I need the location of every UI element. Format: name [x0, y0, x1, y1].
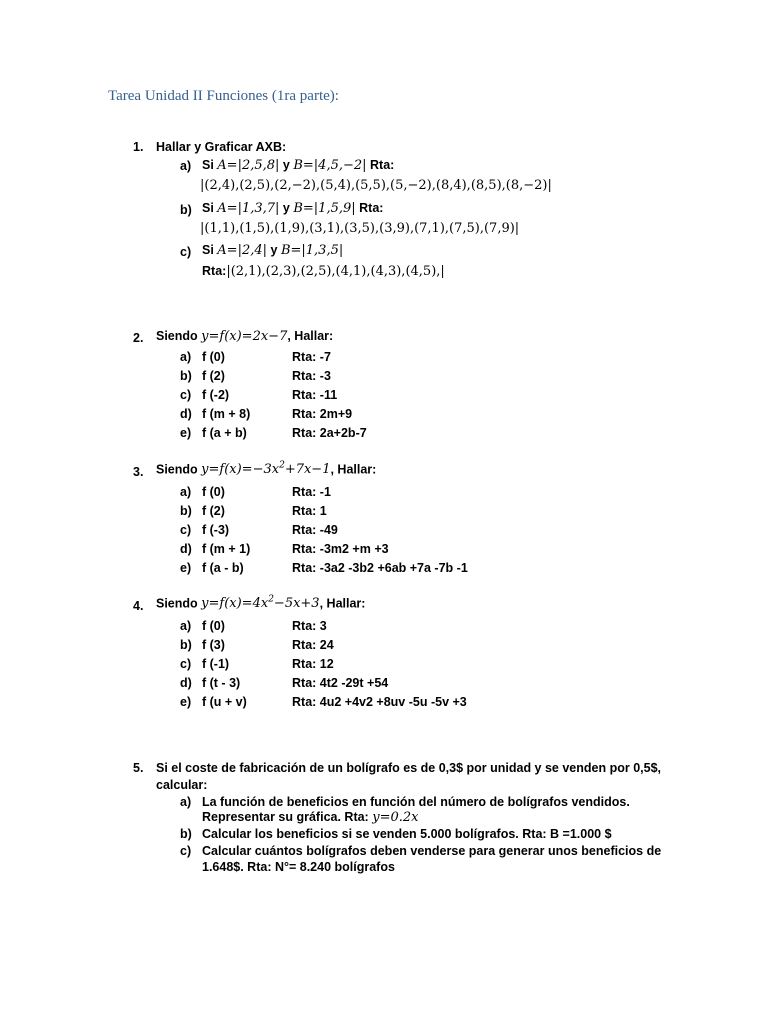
item-letter: a) — [180, 350, 192, 364]
item-answer: Rta: 3 — [292, 619, 327, 633]
item-answer: Rta: 4u2 +4v2 +8uv -5u -5v +3 — [292, 695, 467, 709]
item-answer: Rta: 24 — [292, 638, 334, 652]
problem-5b-letter: b) — [180, 827, 192, 841]
item-letter: e) — [180, 426, 192, 440]
item-answer: Rta: 4t2 -29t +54 — [292, 676, 389, 690]
function-expression: $y=f(x)=4x^2-5x+3$ — [201, 595, 320, 612]
problem-1c-answer: |(2,1),(2,3),(2,5),(4,1),(4,3),(4,5),| — [226, 264, 445, 279]
item-letter: c) — [180, 523, 192, 537]
item-answer: Rta: 1 — [292, 504, 327, 518]
item-answer: Rta: -49 — [292, 523, 338, 537]
set-a: A=|1,3,7| — [217, 201, 280, 216]
set-b: B=|1,5,9| — [293, 201, 356, 216]
problem-5-line-1: Si el coste de fabricación de un bolígrafo es de 0,3$ por unidad y se venden por 0,5$, — [156, 761, 662, 775]
problem-5a-letter: a) — [180, 795, 192, 809]
set-a: A=|2,4| — [217, 243, 268, 258]
set-a: A=|2,5,8| — [217, 158, 280, 173]
problem-3-heading: Siendo $y=f(x)=-3x^2+7x-1$, Hallar: — [156, 461, 377, 478]
item-question: f (3) — [202, 638, 225, 652]
problem-1-number: 1. — [133, 140, 144, 154]
function-expression: y=f(x)=2x−7 — [201, 329, 288, 344]
item-letter: b) — [180, 638, 192, 652]
item-question: f (a + b) — [202, 426, 247, 440]
item-answer: Rta: -11 — [292, 388, 338, 402]
item-answer: Rta: 12 — [292, 657, 334, 671]
problem-5a-line-1: La función de beneficios en función del número de bolígrafos vendidos. — [202, 795, 630, 809]
item-question: f (t - 3) — [202, 676, 241, 690]
function-expression: $y=f(x)=-3x^2+7x-1$ — [201, 461, 331, 478]
problem-1b-letter: b) — [180, 203, 192, 217]
item-answer: Rta: -3 — [292, 369, 331, 383]
item-letter: b) — [180, 504, 192, 518]
problem-1a-answer: |(2,4),(2,5),(2,−2),(5,4),(5,5),(5,−2),(8,4),(8,5),(8,−2)| — [200, 178, 552, 193]
item-answer: Rta: -7 — [292, 350, 331, 364]
problem-5b-text: Calcular los beneficios si se venden 5.000 bolígrafos. Rta: B =1.000 $ — [202, 827, 612, 841]
item-answer: Rta: -1 — [292, 485, 331, 499]
item-letter: a) — [180, 619, 192, 633]
item-question: f (-1) — [202, 657, 230, 671]
problem-1b-answer: |(1,1),(1,5),(1,9),(3,1),(3,5),(3,9),(7,1),(7,5),(7,9)| — [200, 221, 520, 236]
problem-1c-letter: c) — [180, 245, 192, 259]
problem-1c-statement: Si A=|2,4| y B=|1,3,5| — [202, 243, 344, 258]
item-question: f (0) — [202, 350, 225, 364]
item-letter: a) — [180, 485, 192, 499]
item-question: f (a - b) — [202, 561, 244, 575]
problem-2-heading: Siendo y=f(x)=2x−7, Hallar: — [156, 329, 334, 344]
problem-1a-letter: a) — [180, 159, 192, 173]
item-letter: d) — [180, 676, 192, 690]
problem-5c-letter: c) — [180, 844, 192, 858]
item-letter: d) — [180, 407, 192, 421]
problem-1c-answer-row: Rta:|(2,1),(2,3),(2,5),(4,1),(4,3),(4,5),| — [202, 264, 445, 279]
item-answer: Rta: -3m2 +m +3 — [292, 542, 389, 556]
problem-2-number: 2. — [133, 331, 144, 345]
profit-function: y=0.2x — [372, 810, 419, 825]
item-letter: e) — [180, 561, 192, 575]
problem-5-line-2: calcular: — [156, 778, 208, 792]
item-question: f (2) — [202, 504, 225, 518]
problem-1-heading: Hallar y Graficar AXB: — [156, 140, 287, 154]
item-letter: e) — [180, 695, 192, 709]
problem-1b-statement: Si A=|1,3,7| y B=|1,5,9| Rta: — [202, 201, 384, 216]
problem-4-number: 4. — [133, 599, 144, 613]
item-answer: Rta: 2m+9 — [292, 407, 353, 421]
page-title: Tarea Unidad II Funciones (1ra parte): — [108, 88, 339, 104]
item-letter: d) — [180, 542, 192, 556]
problem-1a-statement: Si A=|2,5,8| y B=|4,5,−2| Rta: — [202, 158, 395, 173]
item-letter: c) — [180, 388, 192, 402]
item-letter: c) — [180, 657, 192, 671]
item-question: f (m + 8) — [202, 407, 251, 421]
item-question: f (m + 1) — [202, 542, 251, 556]
problem-5a-line-2: Representar su gráfica. Rta: y=0.2x — [202, 810, 419, 825]
problem-5c-line-2: 1.648$. Rta: N°= 8.240 bolígrafos — [202, 860, 395, 874]
item-question: f (2) — [202, 369, 225, 383]
item-question: f (0) — [202, 485, 225, 499]
item-question: f (-2) — [202, 388, 230, 402]
problem-5-number: 5. — [133, 761, 144, 775]
item-question: f (0) — [202, 619, 225, 633]
item-question: f (-3) — [202, 523, 230, 537]
item-answer: Rta: 2a+2b-7 — [292, 426, 367, 440]
set-b: B=|1,3,5| — [280, 243, 344, 258]
set-b: B=|4,5,−2| — [293, 158, 367, 173]
item-question: f (u + v) — [202, 695, 247, 709]
item-letter: b) — [180, 369, 192, 383]
item-answer: Rta: -3a2 -3b2 +6ab +7a -7b -1 — [292, 561, 468, 575]
problem-3-number: 3. — [133, 465, 144, 479]
problem-4-heading: Siendo $y=f(x)=4x^2-5x+3$, Hallar: — [156, 595, 366, 612]
problem-5c-line-1: Calcular cuántos bolígrafos deben venderse para generar unos beneficios de — [202, 844, 662, 858]
